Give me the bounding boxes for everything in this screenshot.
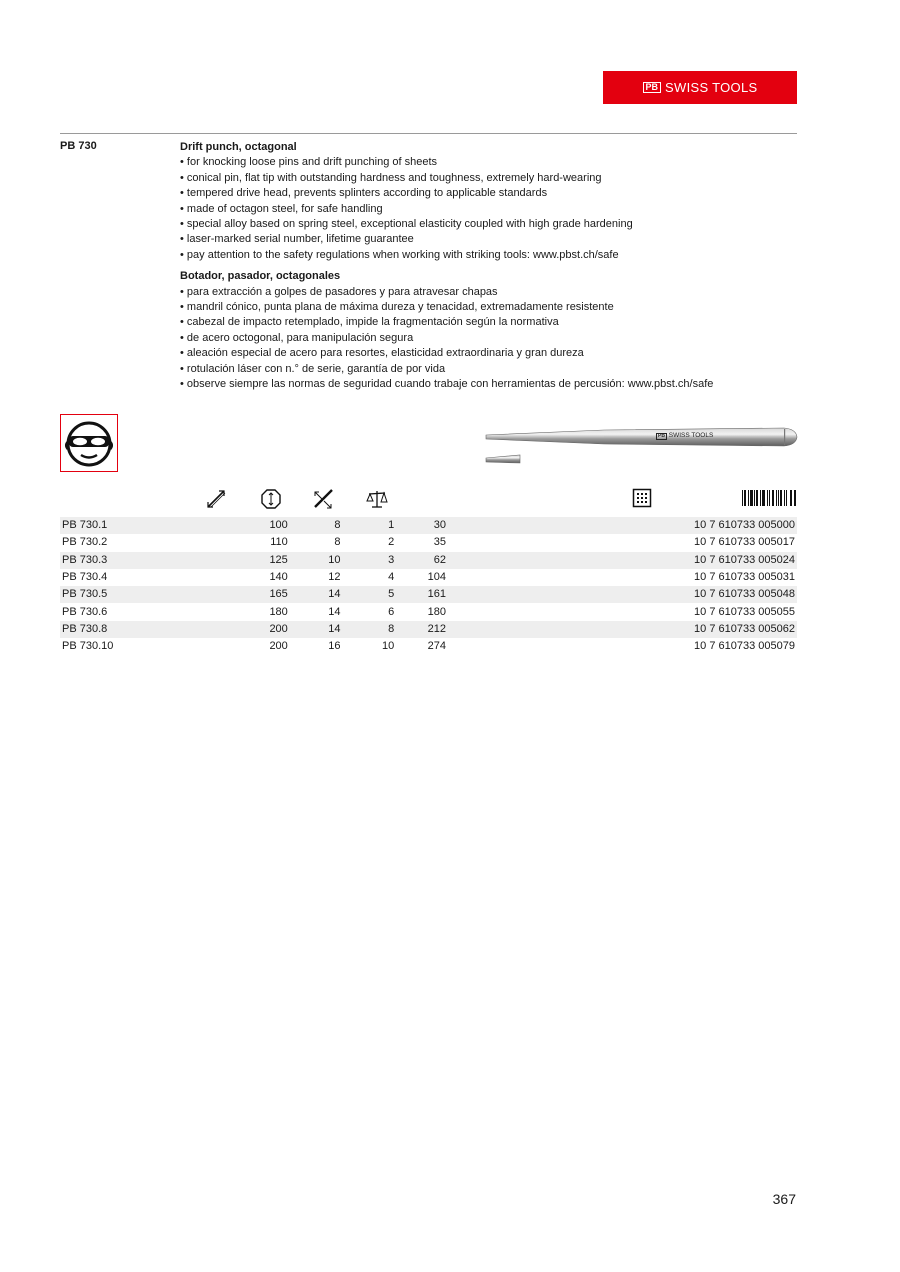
product-description <box>180 140 800 393</box>
barcode-icon <box>742 488 797 513</box>
bullet-item: • made of octagon steel, for safe handling <box>180 202 800 217</box>
bullet-item: • tempered drive head, prevents splinters according to applicable standards <box>180 186 800 201</box>
spacer-cell <box>446 586 645 603</box>
item-code-cell: PB 730.6 <box>62 605 108 618</box>
header-divider <box>60 133 797 134</box>
spacer-cell <box>446 569 645 586</box>
table-row <box>60 569 797 586</box>
item-code-cell: PB 730.2 <box>62 536 108 549</box>
weight-cell: 180 <box>427 605 446 618</box>
weight-cell: 161 <box>394 586 446 603</box>
item-code-cell: PB 730.8 <box>60 621 181 638</box>
pack-qty-cell: 10 <box>645 621 707 638</box>
weight-cell: 104 <box>427 571 446 584</box>
tip-cell: 6 <box>388 605 395 618</box>
bullet-item: • conical pin, flat tip with outstanding hardness and toughness, extremely hard-wearing <box>180 171 800 186</box>
pack-qty-cell: 10 <box>694 536 707 549</box>
safety-goggles-icon <box>60 414 118 472</box>
ean-cell: 7 610733 005024 <box>706 552 797 569</box>
tip-cell: 2 <box>388 536 395 549</box>
bullet-item: • special alloy based on spring steel, exceptional elasticity coupled with high grade hardening <box>180 217 800 232</box>
width-cell: 8 <box>334 536 341 549</box>
pack-qty-cell: 10 <box>645 586 707 603</box>
bullet-item: • rotulación láser con n.° de serie, garantía de por vida <box>180 362 800 377</box>
bullet-item: • laser-marked serial number, lifetime guarantee <box>180 232 800 247</box>
length-cell: 110 <box>270 536 288 549</box>
item-code-cell: PB 730.4 <box>62 571 108 584</box>
length-cell: 125 <box>181 552 287 569</box>
spacer-cell <box>446 603 645 620</box>
product-variants-table <box>60 517 797 655</box>
length-icon <box>205 488 227 515</box>
bullet-item: • de acero octogonal, para manipulación segura <box>180 331 800 346</box>
length-cell: 140 <box>269 571 288 584</box>
tip-cell: 4 <box>388 571 395 584</box>
width-cell: 8 <box>288 517 341 534</box>
width-cell: 14 <box>288 621 341 638</box>
table-header-icons <box>0 488 900 512</box>
bullets-en <box>180 155 800 263</box>
spacer-cell <box>446 621 645 638</box>
ean-cell: 7 610733 005055 <box>709 605 795 618</box>
weight-cell: 35 <box>433 536 446 549</box>
width-cell: 12 <box>328 571 341 584</box>
brand-logo <box>603 71 797 104</box>
weight-cell: 62 <box>394 552 446 569</box>
length-cell: 200 <box>269 640 288 653</box>
width-cell: 16 <box>328 640 341 653</box>
pack-qty-cell: 10 <box>694 605 707 618</box>
octagon-size-icon <box>260 488 282 515</box>
table-row <box>60 534 797 551</box>
spacer-cell <box>446 638 645 655</box>
weight-cell: 30 <box>394 517 446 534</box>
weight-cell: 274 <box>427 640 446 653</box>
tool-engraving-pb: PB <box>658 433 665 439</box>
bullet-item: • pay attention to the safety regulations when working with striking tools: www.pbst.ch/safe <box>180 248 800 263</box>
ean-cell: 7 610733 005062 <box>706 621 797 638</box>
table-row <box>60 638 797 655</box>
width-cell: 10 <box>288 552 341 569</box>
bullet-item: • observe siempre las normas de seguridad cuando trabaje con herramientas de percusión: www.pbst.ch/safe <box>180 377 800 392</box>
width-cell: 14 <box>288 586 341 603</box>
table-row <box>60 621 797 638</box>
table-row <box>60 603 797 620</box>
length-cell: 180 <box>269 605 288 618</box>
table-row <box>60 517 797 534</box>
page-number: 367 <box>772 1191 796 1207</box>
item-code-cell: PB 730.3 <box>60 552 181 569</box>
item-code-cell: PB 730.1 <box>60 517 181 534</box>
bullet-item: • cabezal de impacto retemplado, impide la fragmentación según la normativa <box>180 315 800 330</box>
ean-cell: 7 610733 005017 <box>709 536 795 549</box>
tool-engraving-text: SWISS TOOLS <box>668 432 714 439</box>
bullets-es <box>180 285 800 393</box>
title-es: Botador, pasador, octagonales <box>180 270 341 283</box>
tip-diameter-icon <box>312 488 334 515</box>
table-row <box>60 552 797 569</box>
ean-cell: 7 610733 005031 <box>709 571 795 584</box>
table-row <box>60 586 797 603</box>
ean-cell: 7 610733 005000 <box>706 517 797 534</box>
item-code-cell: PB 730.10 <box>62 640 114 653</box>
tip-cell: 1 <box>341 517 395 534</box>
bullet-item: • mandril cónico, punta plana de máxima dureza y tenacidad, extremadamente resistente <box>180 300 800 315</box>
bullet-item: • for knocking loose pins and drift punching of sheets <box>180 155 800 170</box>
pack-quantity-icon <box>632 488 652 513</box>
spacer-cell <box>446 552 645 569</box>
spacer-cell <box>446 534 645 551</box>
item-code-cell: PB 730.5 <box>60 586 181 603</box>
pack-qty-cell: 10 <box>645 517 707 534</box>
tip-cell: 10 <box>381 640 395 653</box>
width-cell: 14 <box>328 605 341 618</box>
spacer-cell <box>446 517 645 534</box>
ean-cell: 7 610733 005048 <box>706 586 797 603</box>
tip-cell: 8 <box>341 621 395 638</box>
tip-cell: 3 <box>341 552 395 569</box>
bullet-item: • para extracción a golpes de pasadores y para atravesar chapas <box>180 285 800 300</box>
tool-engraving <box>656 432 713 440</box>
tip-cell: 5 <box>341 586 395 603</box>
product-photo <box>484 420 800 465</box>
brand-pb-mark: PB <box>643 82 662 93</box>
weight-cell: 212 <box>394 621 446 638</box>
title-en: Drift punch, octagonal <box>180 141 297 153</box>
pack-qty-cell: 10 <box>694 640 707 653</box>
bullet-item: • aleación especial de acero para resortes, elasticidad extraordinaria y gran dureza <box>180 346 800 361</box>
weight-scale-icon <box>366 488 388 515</box>
product-code: PB 730 <box>60 140 97 152</box>
length-cell: 200 <box>181 621 287 638</box>
brand-name: SWISS TOOLS <box>665 80 758 95</box>
ean-cell: 7 610733 005079 <box>709 640 795 653</box>
length-cell: 165 <box>181 586 287 603</box>
length-cell: 100 <box>181 517 287 534</box>
pack-qty-cell: 10 <box>694 571 707 584</box>
pack-qty-cell: 10 <box>645 552 707 569</box>
